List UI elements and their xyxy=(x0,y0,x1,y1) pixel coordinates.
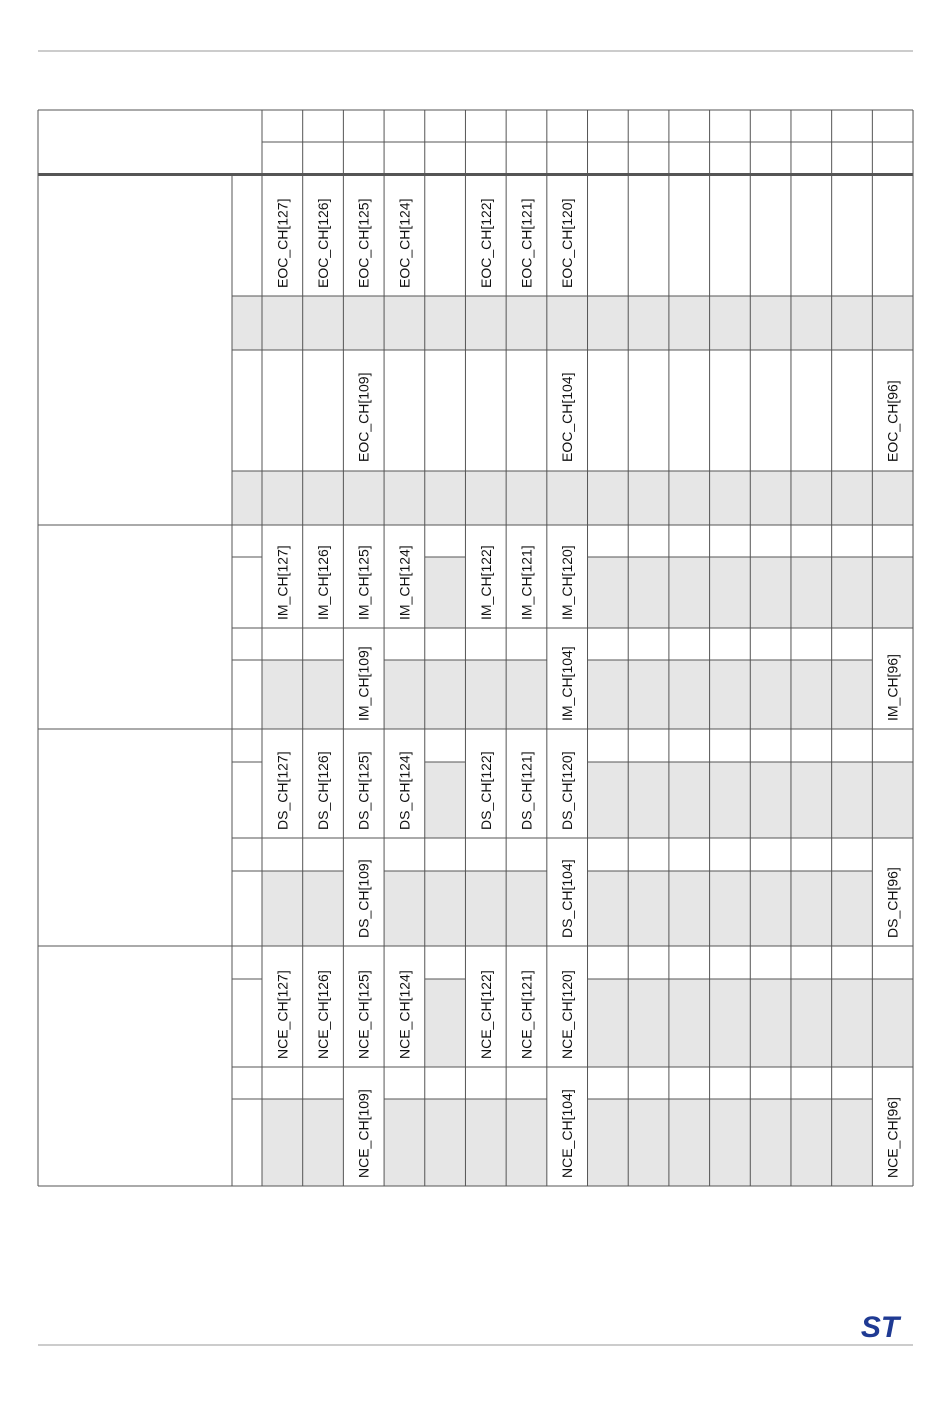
shaded-cell xyxy=(506,660,547,729)
shaded-cell xyxy=(832,1099,873,1186)
eoc-bit-label: EOC_CH[121] xyxy=(518,198,535,288)
shaded-cell xyxy=(425,871,466,946)
shaded-cell xyxy=(750,557,791,628)
im-bit-label: IM_CH[126] xyxy=(315,545,332,620)
eoc-bit-label: EOC_CH[104] xyxy=(559,372,576,462)
shaded-cell xyxy=(628,557,669,628)
shaded-cell xyxy=(384,1099,425,1186)
shaded-cell xyxy=(425,660,466,729)
shaded-cell xyxy=(303,660,344,729)
shaded-cell xyxy=(872,762,913,838)
im-bit-label: IM_CH[120] xyxy=(559,545,576,620)
ds-bit-label: DS_CH[121] xyxy=(518,751,535,830)
eoc-bit-label: EOC_CH[125] xyxy=(355,198,372,288)
shaded-cell xyxy=(750,871,791,946)
shaded-cell xyxy=(832,979,873,1067)
shaded-cell xyxy=(669,762,710,838)
shaded-cell xyxy=(710,1099,751,1186)
shaded-cell xyxy=(628,1099,669,1186)
shaded-cell xyxy=(465,1099,506,1186)
shaded-cell xyxy=(588,557,629,628)
shaded-cell xyxy=(832,557,873,628)
im-bit-label: IM_CH[121] xyxy=(518,545,535,620)
shaded-cell xyxy=(710,871,751,946)
shaded-cell xyxy=(425,979,466,1067)
shaded-cell xyxy=(628,660,669,729)
nce-bit-label: NCE_CH[126] xyxy=(315,970,332,1059)
eoc-bit-label: EOC_CH[96] xyxy=(884,380,901,462)
shaded-cell xyxy=(791,871,832,946)
ds-bit-label: DS_CH[109] xyxy=(355,859,372,938)
ds-bit-label: DS_CH[120] xyxy=(559,751,576,830)
ds-bit-label: DS_CH[122] xyxy=(477,751,494,830)
shaded-cell xyxy=(384,871,425,946)
nce-bit-label: NCE_CH[124] xyxy=(396,970,413,1059)
shaded-cell xyxy=(425,762,466,838)
shaded-cell xyxy=(669,871,710,946)
shaded-cell xyxy=(588,1099,629,1186)
eoc-bit-label: EOC_CH[120] xyxy=(559,198,576,288)
eoc-bit-label: EOC_CH[122] xyxy=(477,198,494,288)
shaded-cell xyxy=(669,1099,710,1186)
shaded-cell xyxy=(710,979,751,1067)
eoc-bit-label: EOC_CH[124] xyxy=(396,198,413,288)
ds-bit-label: DS_CH[104] xyxy=(559,859,576,938)
ds-bit-label: DS_CH[124] xyxy=(396,751,413,830)
shaded-cell xyxy=(791,979,832,1067)
shaded-reserved-row xyxy=(232,296,913,350)
st-logo-text: ST xyxy=(860,1311,900,1344)
shaded-cell xyxy=(425,557,466,628)
shaded-cell xyxy=(628,762,669,838)
shaded-cell xyxy=(872,979,913,1067)
shaded-cell xyxy=(791,660,832,729)
shaded-cell xyxy=(669,979,710,1067)
shaded-cell xyxy=(628,979,669,1067)
shaded-cell xyxy=(465,871,506,946)
shaded-cell xyxy=(588,979,629,1067)
im-bit-label: IM_CH[124] xyxy=(396,545,413,620)
ds-bit-label: DS_CH[96] xyxy=(884,867,901,938)
shaded-cell xyxy=(588,762,629,838)
ds-bit-label: DS_CH[125] xyxy=(355,751,372,830)
shaded-cell xyxy=(791,557,832,628)
nce-bit-label: NCE_CH[104] xyxy=(559,1089,576,1178)
im-bit-label: IM_CH[125] xyxy=(355,545,372,620)
shaded-cell xyxy=(669,557,710,628)
ds-bit-label: DS_CH[127] xyxy=(274,751,291,830)
eoc-bit-label: EOC_CH[127] xyxy=(274,198,291,288)
shaded-reserved-row xyxy=(232,471,913,525)
shaded-cell xyxy=(588,660,629,729)
st-logo xyxy=(853,1311,908,1344)
ds-bit-label: DS_CH[126] xyxy=(315,751,332,830)
im-bit-label: IM_CH[122] xyxy=(477,545,494,620)
shaded-cell xyxy=(832,762,873,838)
shaded-cell xyxy=(750,660,791,729)
shaded-cell xyxy=(710,762,751,838)
shaded-cell xyxy=(750,979,791,1067)
shaded-cell xyxy=(628,871,669,946)
shaded-cell xyxy=(791,762,832,838)
shaded-cell xyxy=(588,871,629,946)
nce-bit-label: NCE_CH[127] xyxy=(274,970,291,1059)
im-bit-label: IM_CH[127] xyxy=(274,545,291,620)
shaded-cell xyxy=(384,660,425,729)
shaded-cell xyxy=(262,660,303,729)
eoc-bit-label: EOC_CH[126] xyxy=(315,198,332,288)
im-bit-label: IM_CH[109] xyxy=(355,646,372,721)
im-bit-label: IM_CH[104] xyxy=(559,646,576,721)
shaded-cell xyxy=(710,557,751,628)
shaded-cell xyxy=(791,1099,832,1186)
shaded-cell xyxy=(303,871,344,946)
nce-bit-label: NCE_CH[96] xyxy=(884,1097,901,1178)
eoc-bit-label: EOC_CH[109] xyxy=(355,372,372,462)
nce-bit-label: NCE_CH[125] xyxy=(355,970,372,1059)
shaded-cell xyxy=(303,1099,344,1186)
shaded-cell xyxy=(669,660,710,729)
shaded-cell xyxy=(872,557,913,628)
shaded-cell xyxy=(710,660,751,729)
shaded-cell xyxy=(262,1099,303,1186)
shaded-cell xyxy=(506,871,547,946)
nce-bit-label: NCE_CH[120] xyxy=(559,970,576,1059)
shaded-cell xyxy=(425,1099,466,1186)
shaded-cell xyxy=(262,871,303,946)
shaded-cell xyxy=(832,660,873,729)
shaded-cell xyxy=(832,871,873,946)
shaded-cell xyxy=(465,660,506,729)
shaded-cell xyxy=(750,1099,791,1186)
im-bit-label: IM_CH[96] xyxy=(884,654,901,721)
shaded-cell xyxy=(506,1099,547,1186)
nce-bit-label: NCE_CH[122] xyxy=(477,970,494,1059)
register-bit-table xyxy=(38,110,913,1186)
shaded-cell xyxy=(750,762,791,838)
nce-bit-label: NCE_CH[121] xyxy=(518,970,535,1059)
nce-bit-label: NCE_CH[109] xyxy=(355,1089,372,1178)
